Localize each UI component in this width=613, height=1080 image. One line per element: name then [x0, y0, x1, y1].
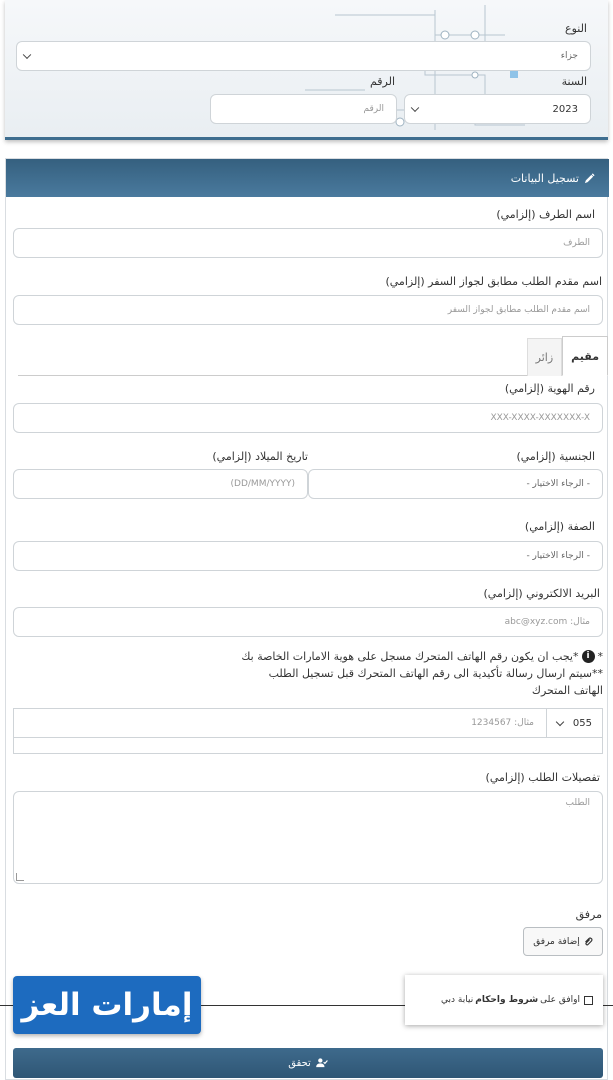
user-check-icon: [316, 1058, 328, 1068]
form-header: [6, 159, 609, 197]
applicant-name-label: اسم مقدم الطلب مطابق لجواز السفر (إلزامي): [385, 275, 602, 288]
terms-link[interactable]: شروط واحكام: [475, 995, 539, 1005]
phone-code-value: 055: [572, 717, 592, 729]
type-select-value: جزاء: [560, 51, 578, 61]
applicant-name-placeholder: اسم مقدم الطلب مطابق لجواز السفر: [447, 305, 590, 315]
phone-placeholder: مثال: 1234567: [471, 718, 534, 728]
phone-label: الهاتف المتحرك: [531, 684, 603, 697]
year-label: السنة: [561, 75, 587, 88]
watermark-text: إمارات العز: [21, 987, 193, 1023]
year-select[interactable]: [404, 94, 591, 124]
phone-field-group: [13, 708, 603, 738]
verify-button[interactable]: [13, 1048, 603, 1078]
chevron-down-icon: [556, 717, 564, 725]
phone-notice-line-1: *يجب ان يكون رقم الهاتف المتحرك مسجل على هوية الامارات الخاصة بك: [241, 650, 579, 663]
nationality-select-value: - الرجاء الاختيار -: [526, 479, 590, 489]
add-attachment-button[interactable]: [523, 927, 603, 956]
details-textarea[interactable]: [13, 791, 603, 884]
id-number-placeholder: XXX-XXXX-XXXXXXX-X: [490, 413, 590, 423]
phone-code-select[interactable]: [546, 709, 602, 737]
terms-suffix: نيابة دبي: [441, 995, 474, 1005]
add-attachment-label: إضافة مرفق: [533, 936, 580, 947]
terms-checkbox[interactable]: [584, 996, 593, 1005]
residency-tabs: [18, 336, 608, 376]
nationality-select[interactable]: [308, 469, 603, 499]
capacity-select[interactable]: [13, 541, 603, 571]
watermark-logo: [13, 976, 201, 1034]
id-number-input[interactable]: [13, 403, 603, 433]
email-input[interactable]: [13, 607, 603, 637]
number-input[interactable]: [210, 94, 397, 124]
tab-visitor[interactable]: زائر: [527, 338, 563, 376]
nationality-label: الجنسية (إلزامي): [516, 450, 595, 463]
details-placeholder: الطلب: [565, 798, 590, 808]
details-label: تفصيلات الطلب (إلزامي): [485, 771, 600, 784]
phone-input[interactable]: [14, 709, 546, 737]
number-placeholder: الرقم: [363, 104, 384, 114]
id-number-label: رقم الهوية (إلزامي): [504, 382, 595, 395]
paperclip-icon: [583, 937, 593, 947]
year-select-value: 2023: [552, 103, 578, 115]
email-placeholder: مثال: abc@xyz.com: [504, 617, 590, 627]
party-name-placeholder: الطرف: [563, 238, 590, 248]
party-name-input[interactable]: [13, 228, 603, 258]
verify-button-label: تحقق: [288, 1057, 311, 1069]
info-icon: i: [582, 650, 595, 663]
dob-label: تاريخ الميلاد (إلزامي): [212, 450, 308, 463]
phone-helper-row: [13, 738, 603, 754]
resize-handle-icon[interactable]: [16, 873, 24, 881]
dob-placeholder: (DD/MM/YYYY): [230, 479, 295, 489]
form-header-title: تسجيل البيانات: [510, 171, 579, 185]
tab-resident[interactable]: مقيم: [562, 336, 608, 376]
type-select[interactable]: [16, 41, 591, 71]
number-label: الرقم: [369, 75, 395, 88]
terms-box: [405, 975, 603, 1025]
terms-prefix: اوافق على: [540, 995, 580, 1005]
pencil-icon: [584, 173, 595, 184]
chevron-down-icon: [411, 104, 419, 112]
applicant-name-input[interactable]: [13, 295, 603, 325]
chevron-down-icon: [23, 51, 31, 59]
attachment-label: مرفق: [575, 908, 602, 921]
email-label: البريد الالكتروني (إلزامي): [483, 587, 600, 600]
phone-notice: * i *يجب ان يكون رقم الهاتف المتحرك مسجل على هوية الامارات الخاصة بك **سيتم ارسال رسالة تأكيدية الى رقم الهاتف المتحرك قبل تسجيل الطلب الهاتف المتحرك: [13, 648, 603, 699]
type-label: النوع: [565, 22, 587, 35]
party-name-label: اسم الطرف (إلزامي): [496, 208, 595, 221]
dob-input[interactable]: [13, 469, 308, 499]
phone-notice-line-2: **سيتم ارسال رسالة تأكيدية الى رقم الهاتف المتحرك قبل تسجيل الطلب: [268, 667, 603, 680]
capacity-select-value: - الرجاء الاختيار -: [526, 551, 590, 561]
capacity-label: الصفة (إلزامي): [524, 520, 595, 533]
